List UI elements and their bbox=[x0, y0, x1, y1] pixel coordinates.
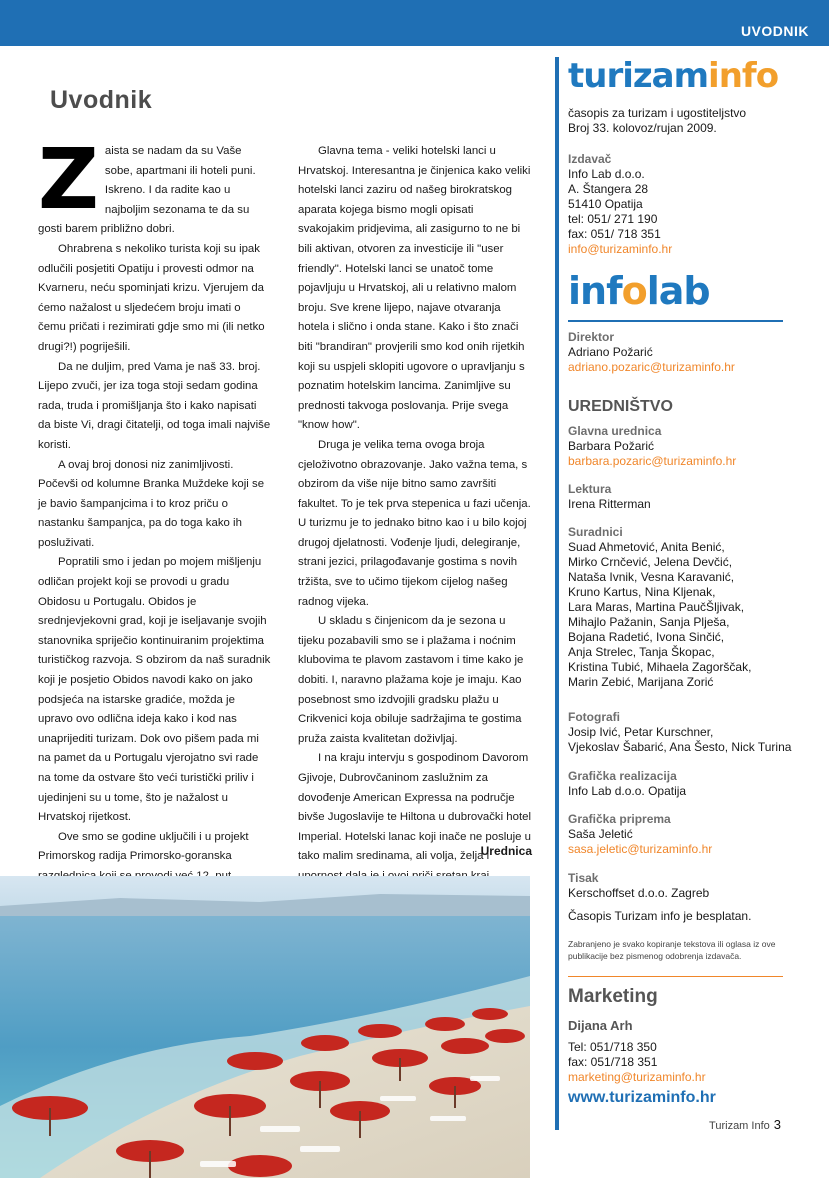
sidebar-divider bbox=[555, 57, 559, 1130]
turizaminfo-logo: turizaminfo bbox=[568, 56, 779, 96]
contributors-line: Lara Maras, Martina PaučŠljivak, bbox=[568, 600, 745, 614]
prepress-name: Saša Jeletić bbox=[568, 827, 633, 841]
top-banner bbox=[0, 0, 829, 46]
photographers-label: Fotografi bbox=[568, 710, 620, 724]
beach-photo bbox=[0, 876, 530, 1178]
contributors-line: Kristina Tubić, Mihaela Zagorščak, bbox=[568, 660, 752, 674]
contributors-line: Mihajlo Pažanin, Sanja Plješa, bbox=[568, 615, 730, 629]
marketing-email-link[interactable]: marketing@turizaminfo.hr bbox=[568, 1070, 706, 1084]
publisher-line: 51410 Opatija bbox=[568, 197, 643, 211]
paragraph: Ohrabrena s nekoliko turista koji su ipak odlučili posjetiti Opatiju i provesti odmor na Kvarneru, neću spominjati krizu. Vjerujem da ćemo nažalost u sljedećem broju imati o čemu pričati i rezimirati gdje smo mi (ili netko drugi?!) pogriješili. bbox=[38, 242, 265, 353]
paragraph: Popratili smo i jedan po mojem mišljenju odličan projekt koji se provodi u gradu Obidosu u Portugalu. Obidos je srednjevjekovni grad, koji je iseljavanje svojih stanovnika spriječio kontinuiranim projektima turističkog razvoja. S obzirom da naš suradnik koji je posjetio Obidos navodi kako on jako podsjeća na istarske gradiće, možda je upravo ovo odlična ideja kako i kod nas unaprijediti turizam. Dok ovo pišem pada mi na pamet da u Portugalu vjerojatno svi rade na tome da ostvare što veći turistički priliv i ujedinjeni su u tome, što je nažalost u Hrvatskoj rijetkost. bbox=[38, 556, 271, 824]
publication-name: Turizam Info bbox=[709, 1120, 770, 1132]
paragraph: Glavna tema - veliki hotelski lanci u Hrvatskoj. Interesantna je činjenica kako veliki hotelski lanci zaziru od našeg birokratskog aparata kojega bismo mogli opisati svakojakim pridjevima, ali zasigurno to ne bi bili aktivan, otvoren za investicije ili "user friendly". Hotelski lanci se unatoč tome pojavljuju u Hrvatskoj, ali u relativno malom broju. Sve krene lijepo, najave otvaranja hotela i slično i onda stane. Kako i što znači biti "brandiran" provjerili smo kod onih rijetkih koji su uspjeli sklopiti ugovore o upravljanju s poznatim hotelskim lancima. Zanimljive su prednosti takvoga poslovanja. Prije svega "know how". bbox=[298, 145, 531, 432]
paragraph: Zaista se nadam da su Vaše sobe, apartmani ili hoteli puni. Iskreno. I da radite kao u najboljim sezonama te da su gosti barem približno dobri. bbox=[38, 130, 256, 236]
editor-email-link[interactable]: barbara.pozaric@turizaminfo.hr bbox=[568, 454, 737, 468]
divider bbox=[568, 320, 783, 322]
printer-name: Kerschoffset d.o.o. Zagreb bbox=[568, 886, 710, 900]
free-notice: Časopis Turizam info je besplatan. bbox=[568, 909, 752, 923]
marketing-tel: Tel: 051/718 350 bbox=[568, 1040, 657, 1054]
drop-cap: Z bbox=[38, 130, 99, 228]
contributors-label: Suradnici bbox=[568, 525, 623, 539]
photographers-line: Vjekoslav Šabarić, Ana Šesto, Nick Turina bbox=[568, 740, 792, 754]
contributors-line: Nataša Ivnik, Vesna Karavanić, bbox=[568, 570, 735, 584]
paragraph: U skladu s činjenicom da je sezona u tijeku pozabavili smo se i plažama i noćnim klubovima te plavom zastavom i time kako je dobiti. I, naravno plažama koje je imaju. Kao posebnost smo izdvojili gradsku plažu u Crikvenici koja obiluje sadržajima te gostima pruža zaista kvalitetan doživljaj. bbox=[298, 615, 524, 745]
article-column-2 bbox=[298, 142, 532, 926]
contributors-line: Marin Zebić, Marijana Zorić bbox=[568, 675, 714, 689]
director-label: Direktor bbox=[568, 330, 615, 344]
graphic-design-label: Grafička realizacija bbox=[568, 769, 677, 783]
paragraph: Ove smo se godine uključili i u projekt Primorskog radija Primorsko-goranska bbox=[38, 830, 249, 863]
contributors-line: Mirko Crnčević, Jelena Devčić, bbox=[568, 555, 733, 569]
contributors-line: Anja Strelec, Tanja Škopac, bbox=[568, 645, 715, 659]
signature: Urednica bbox=[480, 844, 532, 858]
article-column-1 bbox=[38, 130, 271, 1004]
article-title: Uvodnik bbox=[50, 86, 153, 114]
paragraph: Da ne duljim, pred Vama je naš 33. broj. Lijepo zvuči, jer iza toga stoji sedam godina rada, truda i promišljanja što i kako napisati da biste Vi, dragi čitatelji, od toga imali najviše koristi. bbox=[38, 360, 271, 451]
graphic-design-name: Info Lab d.o.o. Opatija bbox=[568, 784, 687, 798]
marketing-fax: fax: 051/718 351 bbox=[568, 1055, 658, 1069]
contributors-line: Suad Ahmetović, Anita Benić, bbox=[568, 540, 725, 554]
tagline: časopis za turizam i ugostiteljstvo bbox=[568, 106, 747, 120]
website-link[interactable]: www.turizaminfo.hr bbox=[568, 1089, 716, 1106]
paragraph: A ovaj broj donosi niz zanimljivosti. Počevši od kolumne Branka Muždeke koji se je bavio šampanjcima i to kroz priču o nastanku šampanjca, pa do toga kako ih posluživati. bbox=[38, 458, 265, 549]
page-footer bbox=[709, 1117, 781, 1132]
marketing-heading: Marketing bbox=[568, 986, 658, 1007]
issue-info: Broj 33. kolovoz/rujan 2009. bbox=[568, 121, 717, 135]
editor-label: Glavna urednica bbox=[568, 424, 662, 438]
editorial-heading: UREDNIŠTVO bbox=[568, 398, 673, 415]
print-label: Tisak bbox=[568, 871, 599, 885]
proofreader-name: Irena Ritterman bbox=[568, 497, 651, 511]
page-number: 3 bbox=[773, 1117, 781, 1132]
publisher-email-link[interactable]: info@turizaminfo.hr bbox=[568, 242, 673, 256]
publisher-line: tel: 051/ 271 190 bbox=[568, 212, 658, 226]
photographers-line: Josip Ivić, Petar Kurschner, bbox=[568, 725, 714, 739]
contributors-line: Kruno Kartus, Nina Kljenak, bbox=[568, 585, 716, 599]
director-email-link[interactable]: adriano.pozaric@turizaminfo.hr bbox=[568, 360, 735, 374]
director-name: Adriano Požarić bbox=[568, 345, 653, 359]
divider bbox=[568, 976, 783, 977]
copyright-note: Zabranjeno je svako kopiranje tekstova ili oglasa iz ove publikacije bez pismenog odobrenja izdavača. bbox=[568, 939, 776, 961]
infolab-logo: infolab bbox=[568, 269, 710, 313]
editor-name: Barbara Požarić bbox=[568, 439, 655, 453]
proofreading-label: Lektura bbox=[568, 482, 612, 496]
paragraph: I na kraju intervju s gospodinom Davorom Gjivoje, Dubrovčaninom zaslužnim za dovođenje American Expressa na područje bivše Jugoslavije te Hiltona u dubrovački hotel Imperial. Hotelski lanac koji inače ne posluje u tako malim sredinama, ali volja, želja i bbox=[298, 752, 532, 863]
publisher-line: fax: 051/ 718 351 bbox=[568, 227, 661, 241]
publisher-line: Info Lab d.o.o. bbox=[568, 167, 645, 181]
publisher-label: Izdavač bbox=[568, 152, 612, 166]
section-label: UVODNIK bbox=[740, 23, 809, 39]
publisher-line: A. Štangera 28 bbox=[568, 182, 649, 196]
prepress-email-link[interactable]: sasa.jeletic@turizaminfo.hr bbox=[568, 842, 713, 856]
marketing-name: Dijana Arh bbox=[568, 1018, 633, 1033]
prepress-label: Grafička priprema bbox=[568, 812, 671, 826]
paragraph: Druga je velika tema ovoga broja cjeloživotno obrazovanje. Jako važna tema, s obzirom da više nije bitno samo završiti fakultet. To je tek prva stepenica u fazi učenja. U turizmu je to jednako bitno kao i u bilo kojoj drugoj djelatnosti. Vođenje ljudi, delegiranje, strani jezici, prilagođavanje gostima s novih tržišta, sve to učimo tijekom cijelog našeg radnog vijeka. bbox=[298, 438, 531, 608]
contributors-line: Bojana Radetić, Ivona Sinčić, bbox=[568, 630, 725, 644]
